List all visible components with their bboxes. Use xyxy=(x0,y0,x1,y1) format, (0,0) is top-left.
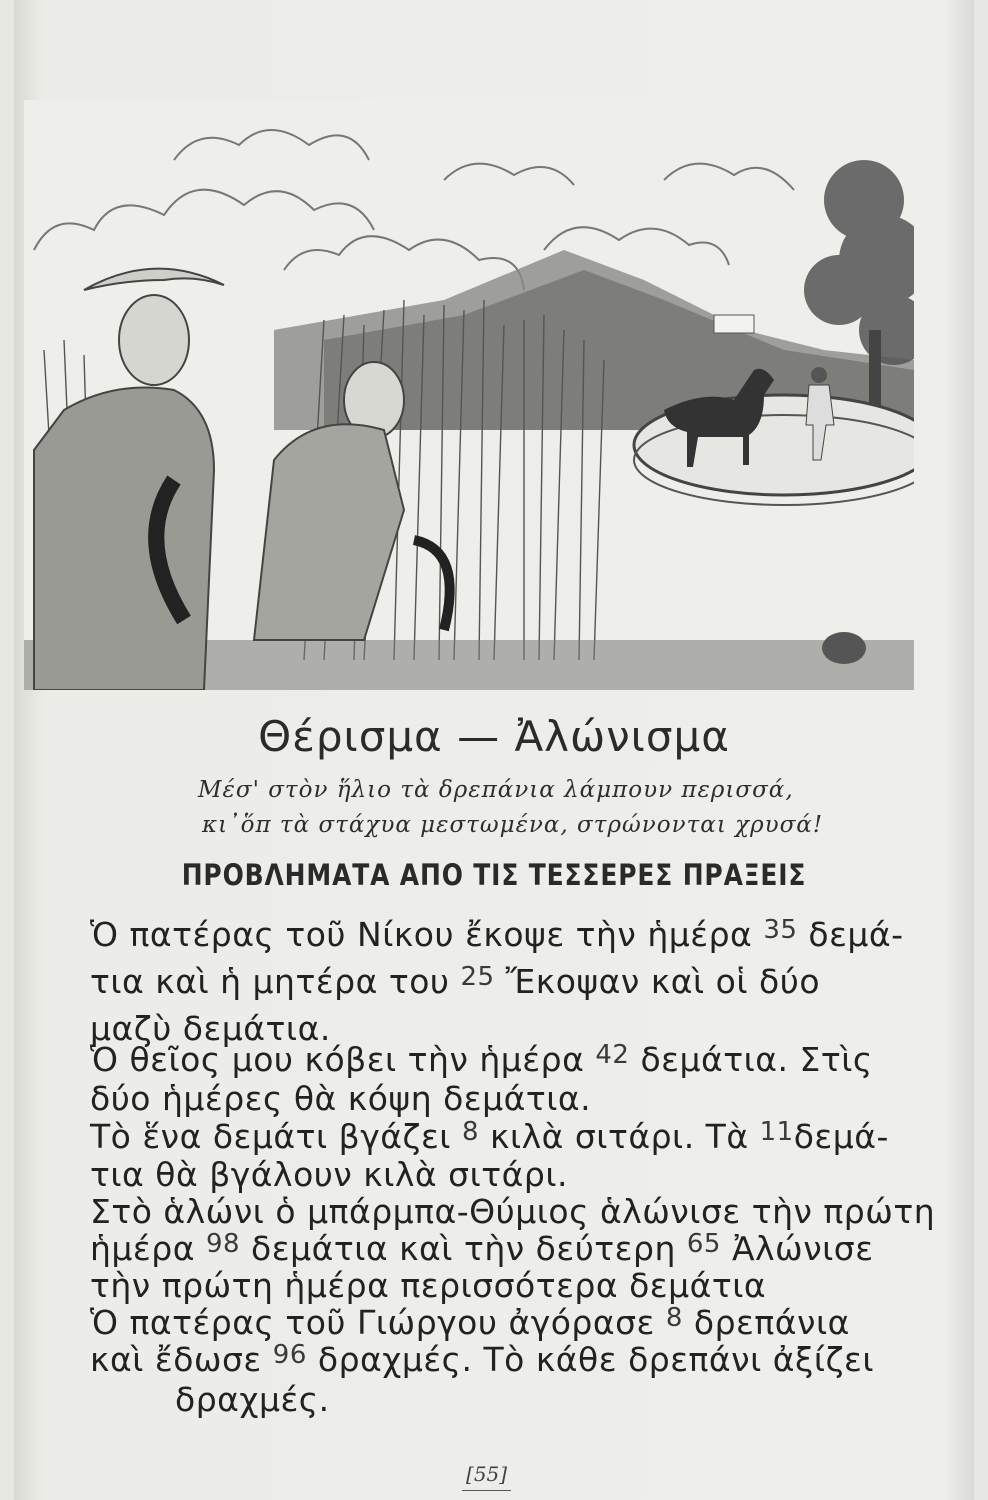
problem-line: δύο ἡμέρες θὰ κόψη δεμάτια. xyxy=(90,1079,592,1118)
problem-line: ἡμέρα $^{98}$ δεμάτια καὶ τὴν δεύτερη $^{65}$ Ἀλώνισε xyxy=(90,1229,874,1268)
harvest-illustration xyxy=(24,100,914,690)
problem-line: Τὸ ἕνα δεμάτι βγάζει $^8$ κιλὰ σιτάρι. Τὰ $^{11}$δεμά- xyxy=(90,1117,889,1156)
page-title: Θέρισμα — Ἀλώνισμα xyxy=(258,712,730,761)
problem-line: Ὁ θεῖος μου κόβει τὴν ἡμέρα $^{42}$ δεμάτια. Στὶς xyxy=(90,1040,873,1079)
problem-line: καὶ ἔδωσε $^{96}$ δραχμές. Τὸ κάθε δρεπάνι ἀξίζει xyxy=(90,1340,875,1379)
problem-line: τὴν πρώτη ἡμέρα περισσότερα δεμάτια xyxy=(90,1266,767,1305)
verse-line-2: κι᾽ὅπ τὰ στάχυα μεστωμένα, στρώνονται χρυσά! xyxy=(202,812,824,838)
problem-line: Στὸ ἁλώνι ὁ μπάρμπα-Θύμιος ἁλώνισε τὴν πρώτη xyxy=(90,1192,936,1231)
verse-line-1: Μέσ' στὸν ἥλιο τὰ δρεπάνια λάμπουν περισσά, xyxy=(198,777,794,803)
section-heading: ΠΡΟΒΛΗΜΑΤΑ ΑΠΟ ΤΙΣ ΤΕΣΣΕΡΕΣ ΠΡΑΞΕΙΣ xyxy=(181,858,807,892)
page-number: [55] xyxy=(466,1462,507,1486)
problem-line: τια καὶ ἡ μητέρα του $^{25}$ Ἔκοψαν καὶ οἱ δύο xyxy=(90,962,821,1001)
problem-line: Ὁ πατέρας τοῦ Γιώργου ἀγόρασε $^8$ δρεπάνια xyxy=(90,1303,850,1342)
problem-line: δραχμές. xyxy=(175,1380,330,1419)
problem-line: Ὁ πατέρας τοῦ Νίκου ἔκοψε τὴν ἡμέρα $^{35}$ δεμά- xyxy=(90,915,904,954)
problem-line: τια θὰ βγάλουν κιλὰ σιτάρι. xyxy=(90,1155,568,1194)
problem-line: μαζὺ δεμάτια. xyxy=(90,1009,331,1048)
